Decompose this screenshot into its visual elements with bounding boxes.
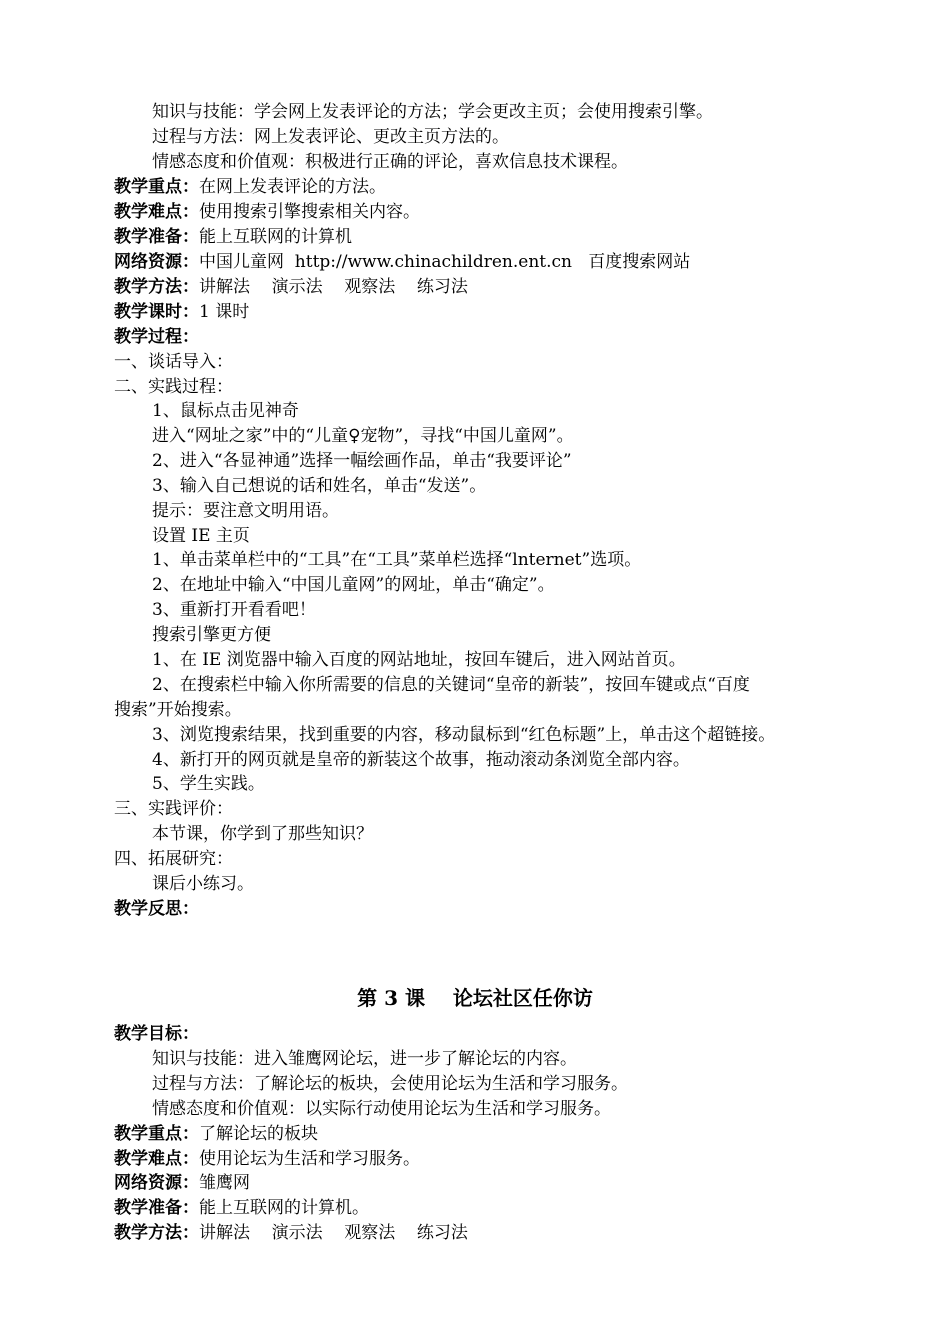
difficulty-text: 使用论坛为生活和学习服务。 <box>199 1149 420 1169</box>
prep-text: 能上互联网的计算机。 <box>199 1198 369 1218</box>
hours-text: 1 课时 <box>199 302 250 322</box>
focus-label: 教学重点： <box>114 1124 199 1144</box>
step-line: 2、在搜索栏中输入你所需要的信息的关键词“皇帝的新装”，按回车键或点“百度 <box>152 675 750 695</box>
focus-row <box>114 175 386 199</box>
section-4: 四、拓展研究： <box>114 849 233 869</box>
reflection-label: 教学反思： <box>114 899 199 919</box>
lesson-title: 第 3 课 论坛社区任你访 <box>357 986 593 1010</box>
hours-row <box>114 300 249 324</box>
resource-label: 网络资源： <box>114 1173 199 1193</box>
section-3: 三、实践评价： <box>114 799 233 819</box>
goals-label: 教学目标： <box>114 1024 199 1044</box>
prep-text: 能上互联网的计算机 <box>199 227 352 247</box>
step-line: 4、新打开的网页就是皇帝的新装这个故事，拖动滚动条浏览全部内容。 <box>152 750 690 770</box>
step-line: 1、在 IE 浏览器中输入百度的网站地址，按回车键后，进入网站首页。 <box>152 650 686 670</box>
difficulty-text: 使用搜索引擎搜索相关内容。 <box>199 202 420 222</box>
difficulty-label: 教学难点： <box>114 1149 199 1169</box>
focus-text: 在网上发表评论的方法。 <box>199 177 386 197</box>
tip-line: 提示：要注意文明用语。 <box>152 501 339 521</box>
step-line: 3、重新打开看看吧！ <box>152 600 316 620</box>
goal-emotion: 情感态度和价值观：积极进行正确的评论，喜欢信息技术课程。 <box>152 152 628 172</box>
step-line: 3、浏览搜索结果，找到重要的内容，移动鼠标到“红色标题”上，单击这个超链接。 <box>152 725 776 745</box>
method-text: 讲解法 演示法 观察法 练习法 <box>199 277 468 297</box>
section-1: 一、谈话导入： <box>114 352 233 372</box>
hours-label: 教学课时： <box>114 302 199 322</box>
focus-row <box>114 1122 318 1146</box>
step-line: 进入“网址之家”中的“儿童♀宠物”，寻找“中国儿童网”。 <box>152 426 574 446</box>
method-row <box>114 1221 468 1245</box>
section-4-text: 课后小练习。 <box>152 874 254 894</box>
resource-text: 雏鹰网 <box>199 1173 250 1193</box>
prep-row <box>114 225 352 249</box>
method-label: 教学方法： <box>114 1223 199 1243</box>
step-line: 1、鼠标点击见神奇 <box>152 401 299 421</box>
resource-row <box>114 1171 250 1195</box>
resource-label: 网络资源： <box>114 252 199 272</box>
difficulty-label: 教学难点： <box>114 202 199 222</box>
process-label: 教学过程： <box>114 327 199 347</box>
prep-row <box>114 1196 369 1220</box>
section-2: 二、实践过程： <box>114 377 233 397</box>
step-line: 2、在地址中输入“中国儿童网”的网址，单击“确定”。 <box>152 575 555 595</box>
method-label: 教学方法： <box>114 277 199 297</box>
prep-label: 教学准备： <box>114 1198 199 1218</box>
resource-text: 中国儿童网 http://www.chinachildren.ent.cn 百度搜索网站 <box>199 252 691 272</box>
step-line: 2、进入“各显神通”选择一幅绘画作品，单击“我要评论” <box>152 451 572 471</box>
focus-label: 教学重点： <box>114 177 199 197</box>
prep-label: 教学准备： <box>114 227 199 247</box>
subheading: 设置 IE 主页 <box>152 526 250 546</box>
resource-row <box>114 250 690 274</box>
goal-emotion: 情感态度和价值观：以实际行动使用论坛为生活和学习服务。 <box>152 1099 611 1119</box>
goal-process: 过程与方法：了解论坛的板块，会使用论坛为生活和学习服务。 <box>152 1074 628 1094</box>
step-line: 3、输入自己想说的话和姓名，单击“发送”。 <box>152 476 487 496</box>
step-line: 1、单击菜单栏中的“工具”在“工具”菜单栏选择“lnternet”选项。 <box>152 550 642 570</box>
step-line: 5、学生实践。 <box>152 774 265 794</box>
section-3-text: 本节课，你学到了那些知识？ <box>152 824 373 844</box>
step-line-cont: 搜索”开始搜索。 <box>114 700 242 720</box>
subheading: 搜索引擎更方便 <box>152 625 271 645</box>
method-row <box>114 275 468 299</box>
difficulty-row <box>114 200 420 224</box>
method-text: 讲解法 演示法 观察法 练习法 <box>199 1223 468 1243</box>
goal-knowledge: 知识与技能：学会网上发表评论的方法；学会更改主页；会使用搜索引擎。 <box>152 102 713 122</box>
difficulty-row <box>114 1147 420 1171</box>
goal-process: 过程与方法：网上发表评论、更改主页方法的。 <box>152 127 509 147</box>
focus-text: 了解论坛的板块 <box>199 1124 318 1144</box>
goal-knowledge: 知识与技能：进入雏鹰网论坛，进一步了解论坛的内容。 <box>152 1049 577 1069</box>
